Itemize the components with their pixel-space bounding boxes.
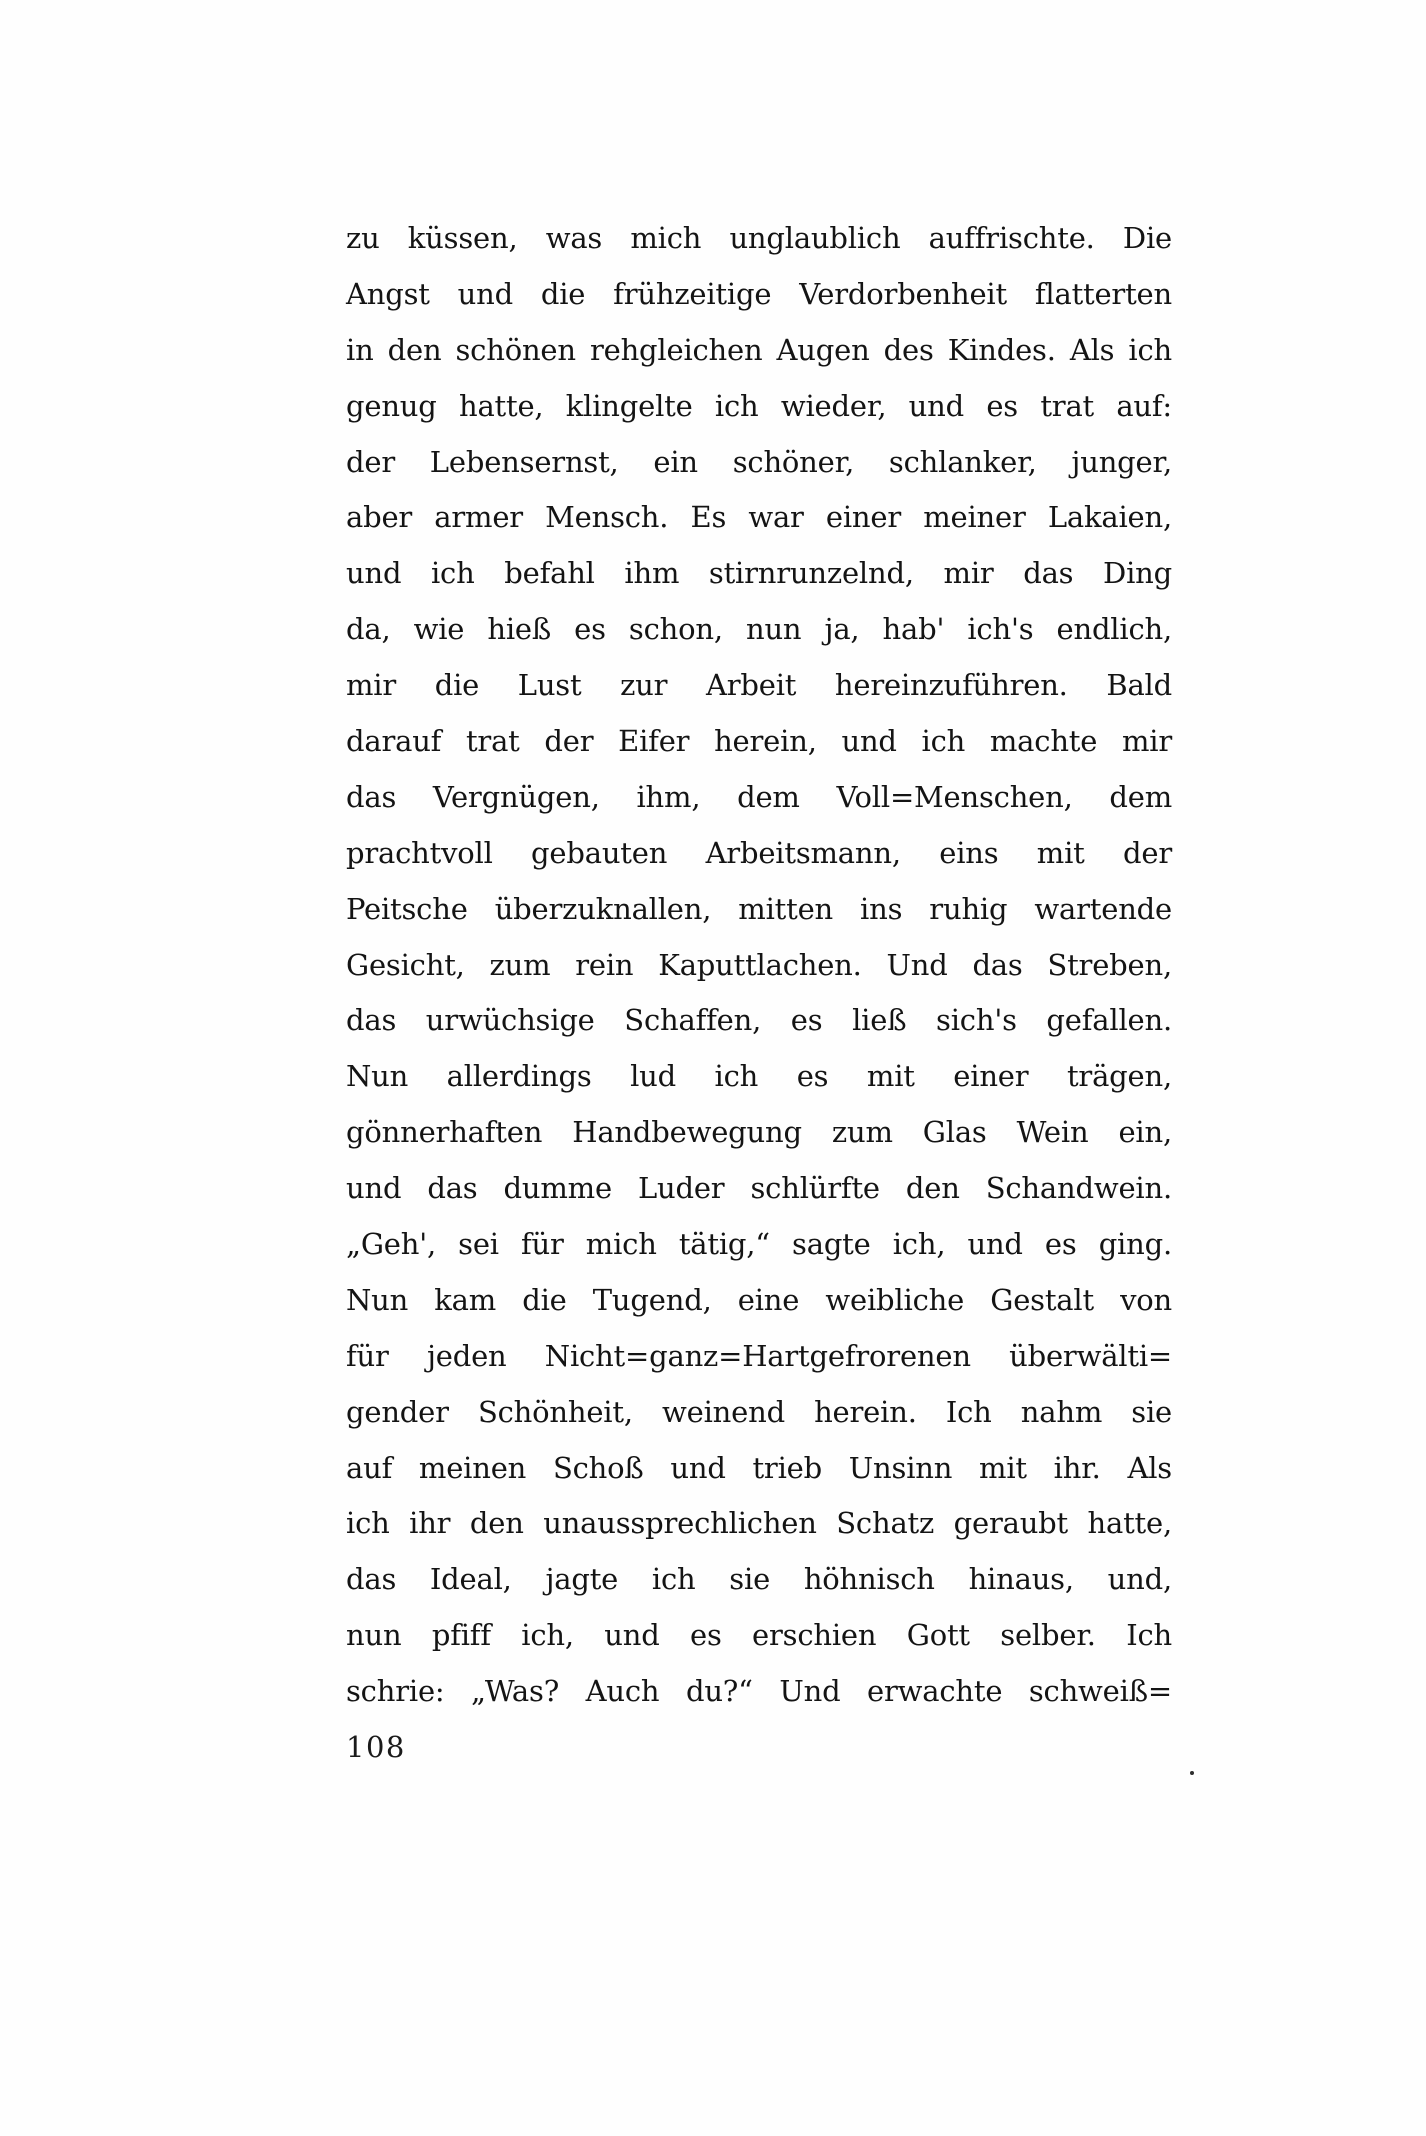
text-line: aber armer Mensch. Es war einer meiner Lakaien, xyxy=(346,500,1172,535)
text-line: mir die Lust zur Arbeit hereinzuführen. Bald xyxy=(346,668,1172,703)
ink-speck xyxy=(1190,1771,1194,1775)
text-line: das Ideal, jagte ich sie höhnisch hinaus, und, xyxy=(346,1562,1172,1597)
text-line: der Lebensernst, ein schöner, schlanker, junger, xyxy=(346,444,1172,479)
text-line: und ich befahl ihm stirnrunzelnd, mir das Ding xyxy=(346,556,1172,591)
text-line: Nun kam die Tugend, eine weibliche Gestalt von xyxy=(346,1282,1172,1317)
text-line: nun pfiff ich, und es erschien Gott selber. Ich xyxy=(346,1618,1172,1653)
text-line: Gesicht, zum rein Kaputtlachen. Und das Streben, xyxy=(346,947,1172,982)
text-line: gender Schönheit, weinend herein. Ich nahm sie xyxy=(346,1394,1172,1429)
body-text xyxy=(346,211,1172,1720)
text-line: in den schönen rehgleichen Augen des Kindes. Als ich xyxy=(346,332,1172,367)
text-line: das urwüchsige Schaffen, es ließ sich's gefallen. xyxy=(346,1003,1172,1038)
text-line: da, wie hieß es schon, nun ja, hab' ich's endlich, xyxy=(346,612,1172,647)
text-line: genug hatte, klingelte ich wieder, und es trat auf: xyxy=(346,388,1172,423)
page-number: 108 xyxy=(346,1730,406,1764)
text-line: darauf trat der Eifer herein, und ich machte mir xyxy=(346,724,1172,759)
text-line: Peitsche überzuknallen, mitten ins ruhig wartende xyxy=(346,891,1172,926)
text-line: gönnerhaften Handbewegung zum Glas Wein ein, xyxy=(346,1115,1172,1150)
text-line: Angst und die frühzeitige Verdorbenheit flatterten xyxy=(346,276,1172,311)
text-line: „Geh', sei für mich tätig,“ sagte ich, und es ging. xyxy=(346,1227,1172,1262)
text-line: das Vergnügen, ihm, dem Voll=Menschen, dem xyxy=(346,779,1172,814)
text-line: und das dumme Luder schlürfte den Schandwein. xyxy=(346,1171,1172,1206)
text-line: Nun allerdings lud ich es mit einer trägen, xyxy=(346,1059,1172,1094)
text-line: schrie: „Was? Auch du?“ Und erwachte schweiß= xyxy=(346,1674,1172,1709)
text-line: zu küssen, was mich unglaublich auffrischte. Die xyxy=(346,221,1172,255)
text-line: auf meinen Schoß und trieb Unsinn mit ihr. Als xyxy=(346,1450,1172,1485)
text-line: für jeden Nicht=ganz=Hartgefrorenen überwälti= xyxy=(346,1338,1172,1373)
text-line: prachtvoll gebauten Arbeitsmann, eins mit der xyxy=(346,835,1172,870)
text-line: ich ihr den unaussprechlichen Schatz geraubt hatte, xyxy=(346,1506,1172,1541)
